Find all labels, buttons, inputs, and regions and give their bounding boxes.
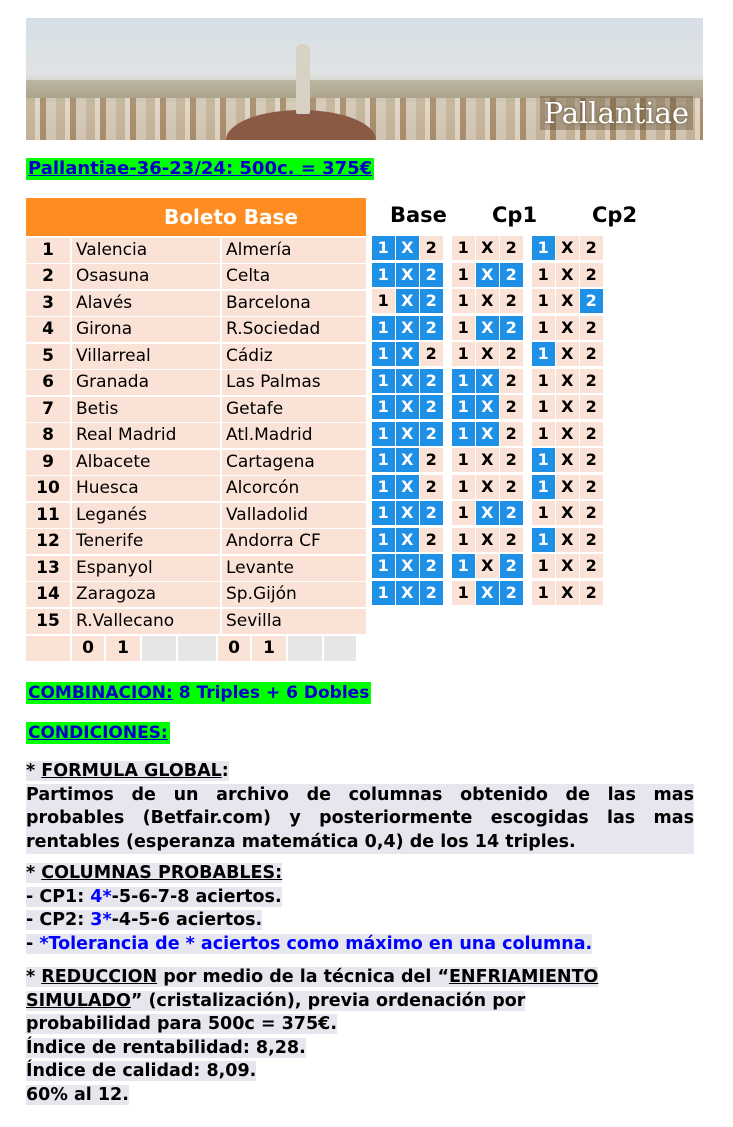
sign-cell: X [396,369,419,393]
pct-line: 60% al 12. [26,1084,129,1105]
sign-cell: 1 [532,263,555,287]
sign-cell: 1 [372,236,395,260]
reduccion-heading: REDUCCION [41,967,158,987]
sign-cell: 2 [420,289,443,313]
sign-cell: X [396,316,419,340]
sign-cell: X [556,236,579,260]
sign-cell: 2 [500,395,523,419]
prediction-block-base [372,581,444,605]
sign-cell: 1 [372,501,395,525]
sign-cell: 2 [580,236,603,260]
sign-cell: X [476,448,499,472]
sign-cell: 1 [452,475,475,499]
sign-cell: X [476,316,499,340]
match-row [26,317,366,342]
sign-cell: 2 [500,263,523,287]
sign-cell: 1 [452,554,475,578]
reduccion-section: * REDUCCION por medio de la técnica del “ENFRIAMIENTO SIMULADO” (cristalización), previa ordenación por probabilidad para 500c = 375€. Índice de rentabilidad: 8,28. Índice de calidad: 8,09. 60% al 12. [26,967,599,1105]
sign-cell: 1 [532,369,555,393]
sign-cell: 2 [500,369,523,393]
prediction-block-cp2 [532,581,604,605]
pleno-row [26,636,366,661]
header-banner [26,18,703,140]
match-number: 6 [26,370,70,395]
sign-cell: 1 [452,395,475,419]
sign-cell: 1 [532,581,555,605]
match-row [26,582,366,607]
prediction-block-cp1 [452,422,524,446]
home-team: Alavés [72,291,220,316]
sign-cell: 1 [452,422,475,446]
sign-cell: X [476,422,499,446]
prediction-row [372,316,612,340]
sign-cell: 2 [420,528,443,552]
statue-icon [296,44,310,114]
sign-cell: 2 [500,554,523,578]
sign-cell: X [396,501,419,525]
match-number: 7 [26,397,70,422]
sign-cell: 1 [452,369,475,393]
column-header-cp1: Cp1 [492,203,538,227]
prediction-block-base [372,475,444,499]
sign-cell: 2 [580,528,603,552]
sign-cell: 1 [452,289,475,313]
match-number: 4 [26,317,70,342]
pleno-home-0: 0 [72,636,104,661]
sign-cell: 1 [452,501,475,525]
sign-cell: 2 [500,581,523,605]
prediction-block-base [372,422,444,446]
match-row [26,609,366,634]
sign-cell: 2 [580,369,603,393]
sign-cell: X [396,475,419,499]
home-team: R.Vallecano [72,609,220,634]
sign-cell: 2 [580,581,603,605]
formula-body: Partimos de un archivo de columnas obtenido de las mas probables (Betfair.com) y posteriormente escogidas las mas rentables (esperanza matemática 0,4) de los 14 triples. [26,784,694,855]
match-row [26,529,366,554]
rentabilidad-line: Índice de rentabilidad: 8,28. [26,1037,306,1058]
home-team: Girona [72,317,220,342]
prediction-row [372,554,612,578]
match-number: 12 [26,529,70,554]
sign-cell: 1 [372,316,395,340]
home-team: Leganés [72,503,220,528]
prediction-block-cp1 [452,342,524,366]
prediction-block-cp2 [532,263,604,287]
match-row [26,344,366,369]
prediction-block-cp1 [452,395,524,419]
sign-cell: 1 [372,528,395,552]
sign-cell: X [556,501,579,525]
page-title: Pallantiae-36-23/24: 500c. = 375€ [28,158,373,179]
prediction-row [372,369,612,393]
sign-cell: X [476,236,499,260]
banner-brand: Pallantiae [540,96,693,130]
prediction-row [372,581,612,605]
sign-cell: X [476,263,499,287]
sign-cell: 1 [452,263,475,287]
home-team: Tenerife [72,529,220,554]
sign-cell: 2 [420,263,443,287]
home-team: Huesca [72,476,220,501]
match-number: 2 [26,264,70,289]
away-team: Celta [222,264,366,289]
away-team: Alcorcón [222,476,366,501]
match-row [26,238,366,263]
prediction-row [372,528,612,552]
sign-cell: X [556,422,579,446]
sign-cell: X [556,342,579,366]
sign-cell: 2 [580,263,603,287]
match-row [26,503,366,528]
prediction-block-base [372,554,444,578]
sign-cell: 2 [580,554,603,578]
sign-cell: X [396,236,419,260]
match-number: 9 [26,450,70,475]
match-row [26,556,366,581]
away-team: Cádiz [222,344,366,369]
sign-cell: 2 [420,475,443,499]
prediction-block-base [372,448,444,472]
sign-cell: X [396,289,419,313]
prediction-block-cp2 [532,448,604,472]
match-number: 5 [26,344,70,369]
sign-cell: 1 [532,236,555,260]
prediction-block-cp1 [452,236,524,260]
match-number: 8 [26,423,70,448]
sign-cell: X [476,369,499,393]
sign-cell: X [476,342,499,366]
match-number: 3 [26,291,70,316]
prediction-row [372,448,612,472]
home-team: Osasuna [72,264,220,289]
sign-cell: X [396,554,419,578]
prediction-block-base [372,263,444,287]
sign-cell: X [476,554,499,578]
prediction-block-cp2 [532,501,604,525]
sign-cell: 2 [580,342,603,366]
sign-cell: 1 [532,528,555,552]
sign-cell: 2 [420,581,443,605]
sign-cell: 1 [372,448,395,472]
sign-cell: X [556,554,579,578]
combinacion-line: COMBINACION: 8 Triples + 6 Dobles [28,683,370,703]
home-team: Zaragoza [72,582,220,607]
match-number: 13 [26,556,70,581]
match-row [26,476,366,501]
prediction-block-cp2 [532,369,604,393]
prediction-block-cp2 [532,395,604,419]
sign-cell: X [556,395,579,419]
prediction-block-base [372,395,444,419]
sign-cell: 1 [532,316,555,340]
sign-cell: X [556,475,579,499]
home-team: Real Madrid [72,423,220,448]
sign-cell: 2 [420,395,443,419]
sign-cell: 1 [532,475,555,499]
prediction-block-cp1 [452,581,524,605]
away-team: Sp.Gijón [222,582,366,607]
match-row [26,264,366,289]
column-header-base: Base [390,203,447,227]
condiciones-heading: CONDICIONES: [28,723,168,743]
sign-cell: X [476,501,499,525]
sign-cell: 1 [452,342,475,366]
away-team: R.Sociedad [222,317,366,342]
boleto-header: Boleto Base [26,198,366,236]
prediction-block-cp1 [452,448,524,472]
prediction-row [372,342,612,366]
sign-cell: X [556,263,579,287]
sign-cell: 1 [452,448,475,472]
sign-cell: X [396,342,419,366]
sign-cell: 2 [420,422,443,446]
prediction-block-cp2 [532,316,604,340]
prediction-block-cp2 [532,475,604,499]
sign-cell: X [556,316,579,340]
away-team: Cartagena [222,450,366,475]
sign-cell: 1 [532,448,555,472]
sign-cell: 1 [372,263,395,287]
cp1-line: - CP1: 4*-5-6-7-8 aciertos. [26,886,282,907]
sign-cell: 2 [580,395,603,419]
prediction-block-cp1 [452,501,524,525]
sign-cell: X [556,369,579,393]
sign-cell: X [396,448,419,472]
probables-section: * COLUMNAS PROBABLES: - CP1: 4*-5-6-7-8 aciertos. - CP2: 3*-4-5-6 aciertos. - *Tolerancia de * aciertos como máximo en una columna. [26,862,592,956]
prediction-block-base [372,342,444,366]
home-team: Villarreal [72,344,220,369]
sign-cell: 1 [372,289,395,313]
prediction-row [372,501,612,525]
prediction-block-base [372,501,444,525]
sign-cell: X [556,581,579,605]
away-team: Valladolid [222,503,366,528]
sign-cell: 2 [500,289,523,313]
sign-cell: 2 [500,528,523,552]
home-team: Betis [72,397,220,422]
match-number: 11 [26,503,70,528]
match-row [26,291,366,316]
sign-cell: 2 [580,422,603,446]
prediction-block-base [372,289,444,313]
sign-cell: 2 [500,342,523,366]
prediction-block-cp1 [452,289,524,313]
sign-cell: 2 [420,554,443,578]
away-team: Barcelona [222,291,366,316]
prediction-block-cp1 [452,263,524,287]
sign-cell: 2 [500,475,523,499]
sign-cell: 2 [500,448,523,472]
prediction-block-cp2 [532,528,604,552]
sign-cell: X [476,395,499,419]
sign-cell: X [556,528,579,552]
sign-cell: X [476,289,499,313]
home-team: Valencia [72,238,220,263]
cp2-line: - CP2: 3*-4-5-6 aciertos. [26,910,263,930]
sign-cell: X [396,395,419,419]
prediction-grid [372,236,612,607]
match-number: 1 [26,238,70,263]
sign-cell: 1 [372,422,395,446]
away-team: Andorra CF [222,529,366,554]
prediction-block-cp1 [452,475,524,499]
sign-cell: 1 [372,554,395,578]
sign-cell: 1 [532,342,555,366]
sign-cell: 2 [420,342,443,366]
sign-cell: X [396,263,419,287]
home-team: Espanyol [72,556,220,581]
away-team: Levante [222,556,366,581]
sign-cell: X [396,528,419,552]
tolerance-line: - *Tolerancia de * aciertos como máximo en una columna. [26,933,593,954]
column-header-cp2: Cp2 [592,203,638,227]
pleno-away-0: 0 [218,636,250,661]
match-number: 15 [26,609,70,634]
prediction-row [372,289,612,313]
sign-cell: 1 [452,581,475,605]
sign-cell: 1 [532,422,555,446]
match-number: 14 [26,582,70,607]
prediction-row [372,236,612,260]
prediction-block-cp1 [452,316,524,340]
prediction-row [372,263,612,287]
sign-cell: 2 [500,316,523,340]
sign-cell: 2 [500,501,523,525]
match-number: 10 [26,476,70,501]
pleno-home-1: 1 [106,636,140,661]
prediction-block-base [372,236,444,260]
away-team: Las Palmas [222,370,366,395]
sign-cell: 2 [500,236,523,260]
sign-cell: 2 [580,316,603,340]
formula-heading: FORMULA GLOBAL [41,761,222,781]
prediction-block-cp2 [532,236,604,260]
prediction-block-cp1 [452,528,524,552]
prediction-block-cp2 [532,289,604,313]
sign-cell: 1 [372,395,395,419]
prediction-block-base [372,316,444,340]
sign-cell: 2 [420,236,443,260]
sign-cell: 1 [532,289,555,313]
away-team: Atl.Madrid [222,423,366,448]
home-team: Granada [72,370,220,395]
prediction-block-cp2 [532,554,604,578]
sign-cell: 1 [532,395,555,419]
sign-cell: 2 [580,501,603,525]
match-row [26,397,366,422]
sign-cell: X [476,475,499,499]
sign-cell: 1 [532,554,555,578]
formula-section: * FORMULA GLOBAL: Partimos de un archivo de columnas obtenido de las mas probables (Betfair.com) y posteriormente escogidas las mas rentables (esperanza matemática 0,4) de los 14 triples. [26,760,694,854]
prediction-row [372,395,612,419]
prediction-row [372,475,612,499]
home-team: Albacete [72,450,220,475]
prediction-block-cp1 [452,554,524,578]
sign-cell: 2 [420,448,443,472]
away-team: Almería [222,238,366,263]
match-row [26,370,366,395]
sign-cell: X [396,581,419,605]
sign-cell: 2 [580,448,603,472]
sign-cell: 1 [452,236,475,260]
match-row [26,423,366,448]
sign-cell: 1 [372,369,395,393]
sign-cell: 2 [580,475,603,499]
prediction-block-cp2 [532,342,604,366]
match-row [26,450,366,475]
sign-cell: X [476,581,499,605]
boleto-table [26,198,366,661]
sign-cell: 1 [452,316,475,340]
sign-cell: X [556,289,579,313]
sign-cell: 1 [372,581,395,605]
sign-cell: X [556,448,579,472]
sign-cell: 2 [580,289,603,313]
prediction-row [372,422,612,446]
sign-cell: 2 [420,501,443,525]
sign-cell: X [476,528,499,552]
away-team: Sevilla [222,609,366,634]
sign-cell: 2 [500,422,523,446]
prediction-block-base [372,369,444,393]
sign-cell: 1 [452,528,475,552]
away-team: Getafe [222,397,366,422]
pleno-away-1: 1 [252,636,286,661]
sign-cell: 2 [420,316,443,340]
probables-heading: COLUMNAS PROBABLES: [41,863,283,883]
prediction-block-base [372,528,444,552]
sign-cell: 1 [372,475,395,499]
sign-cell: 1 [532,501,555,525]
sign-cell: 2 [420,369,443,393]
calidad-line: Índice de calidad: 8,09. [26,1061,257,1081]
prediction-block-cp2 [532,422,604,446]
sign-cell: X [396,422,419,446]
sign-cell: 1 [372,342,395,366]
prediction-block-cp1 [452,369,524,393]
